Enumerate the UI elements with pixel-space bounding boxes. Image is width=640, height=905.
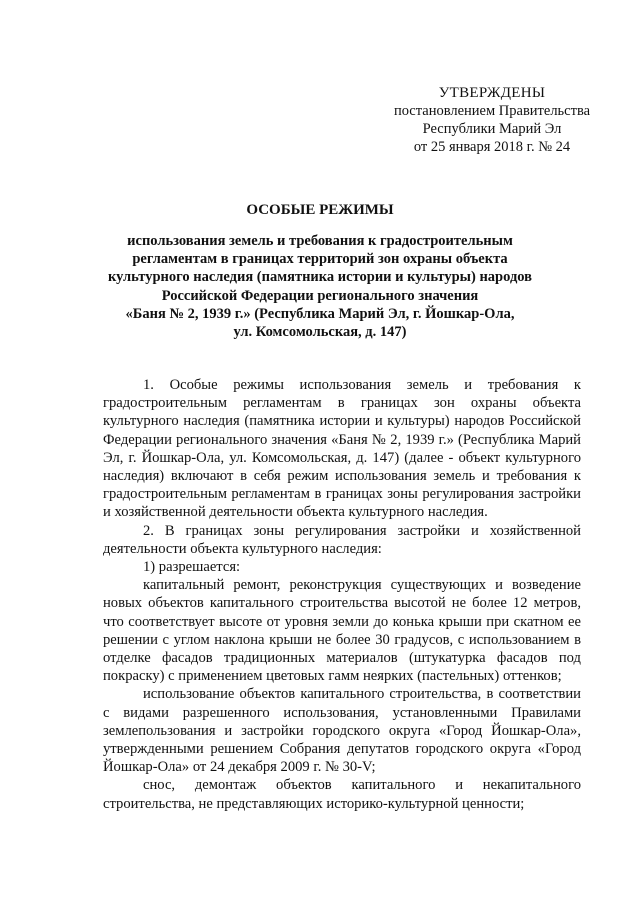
paragraph-5: использование объектов капитального строительства, в соответствии с видами разрешенного использования, установленными Правилами землепользования и застройки городского округа «Город Йошкар-Ола», утвержденными решением Собрания депутатов городского округа «Город Йошкар-Ола» от 24 декабря 2009 г. № 30-V; [103, 686, 581, 776]
paragraph-2: 2. В границах зоны регулирования застройки и хозяйственной деятельности объекта культурного наследия: [103, 522, 581, 557]
document-body [103, 376, 581, 813]
approval-line-2: Республики Марий Эл [422, 121, 562, 137]
approval-line-1: постановлением Правительства [393, 103, 591, 119]
subtitle-line: культурного наследия (памятника истории и культуры) народов [107, 269, 533, 286]
approval-block [372, 84, 612, 156]
paragraph-1: 1. Особые режимы использования земель и требования к градостроительным регламентам в границах зон охраны объекта культурного наследия (памятника истории и культуры) народов Российской Федерации регионального значения «Баня № 2, 1939 г.» (Республика Марий Эл, г. Йошкар-Ола, ул. Комсомольская, д. 147) (далее - объект культурного наследия) включают в себя режим использования земель и требования к градостроительным регламентам в границах зоны регулирования застройки и хозяйственной деятельности объекта культурного наследия. [103, 377, 581, 521]
paragraph-4: капитальный ремонт, реконструкция существующих и возведение новых объектов капитального строительства высотой не более 12 метров, что соответствует высоте от уровня земли до конька крыши при скатном ее решении с углом наклона крыши не более 30 градусов, с использованием в отделке фасадов традиционных материалов (штукатурка фасадов под покраску) с применением цветовых гамм неярких (пастельных) оттенков; [103, 577, 581, 685]
subtitle-line: регламентам в границах территорий зон охраны объекта [132, 251, 508, 268]
subtitle-line: Российской Федерации регионального значения [161, 287, 479, 304]
subtitle-line: «Баня № 2, 1939 г.» (Республика Марий Эл, г. Йошкар-Ола, [125, 305, 515, 322]
paragraph-3: 1) разрешается: [143, 559, 241, 576]
subtitle-line: ул. Комсомольская, д. 147) [233, 324, 407, 341]
subtitle-line: использования земель и требования к градостроительным [127, 233, 513, 249]
paragraph-6: снос, демонтаж объектов капитального и некапитального строительства, не представляющих историко-культурной ценности; [103, 777, 581, 812]
document-title: ОСОБЫЕ РЕЖИМЫ [246, 202, 394, 218]
document-subtitle [60, 232, 580, 341]
approval-heading: УТВЕРЖДЕНЫ [438, 85, 546, 101]
approval-line-3: от 25 января 2018 г. № 24 [413, 139, 571, 155]
